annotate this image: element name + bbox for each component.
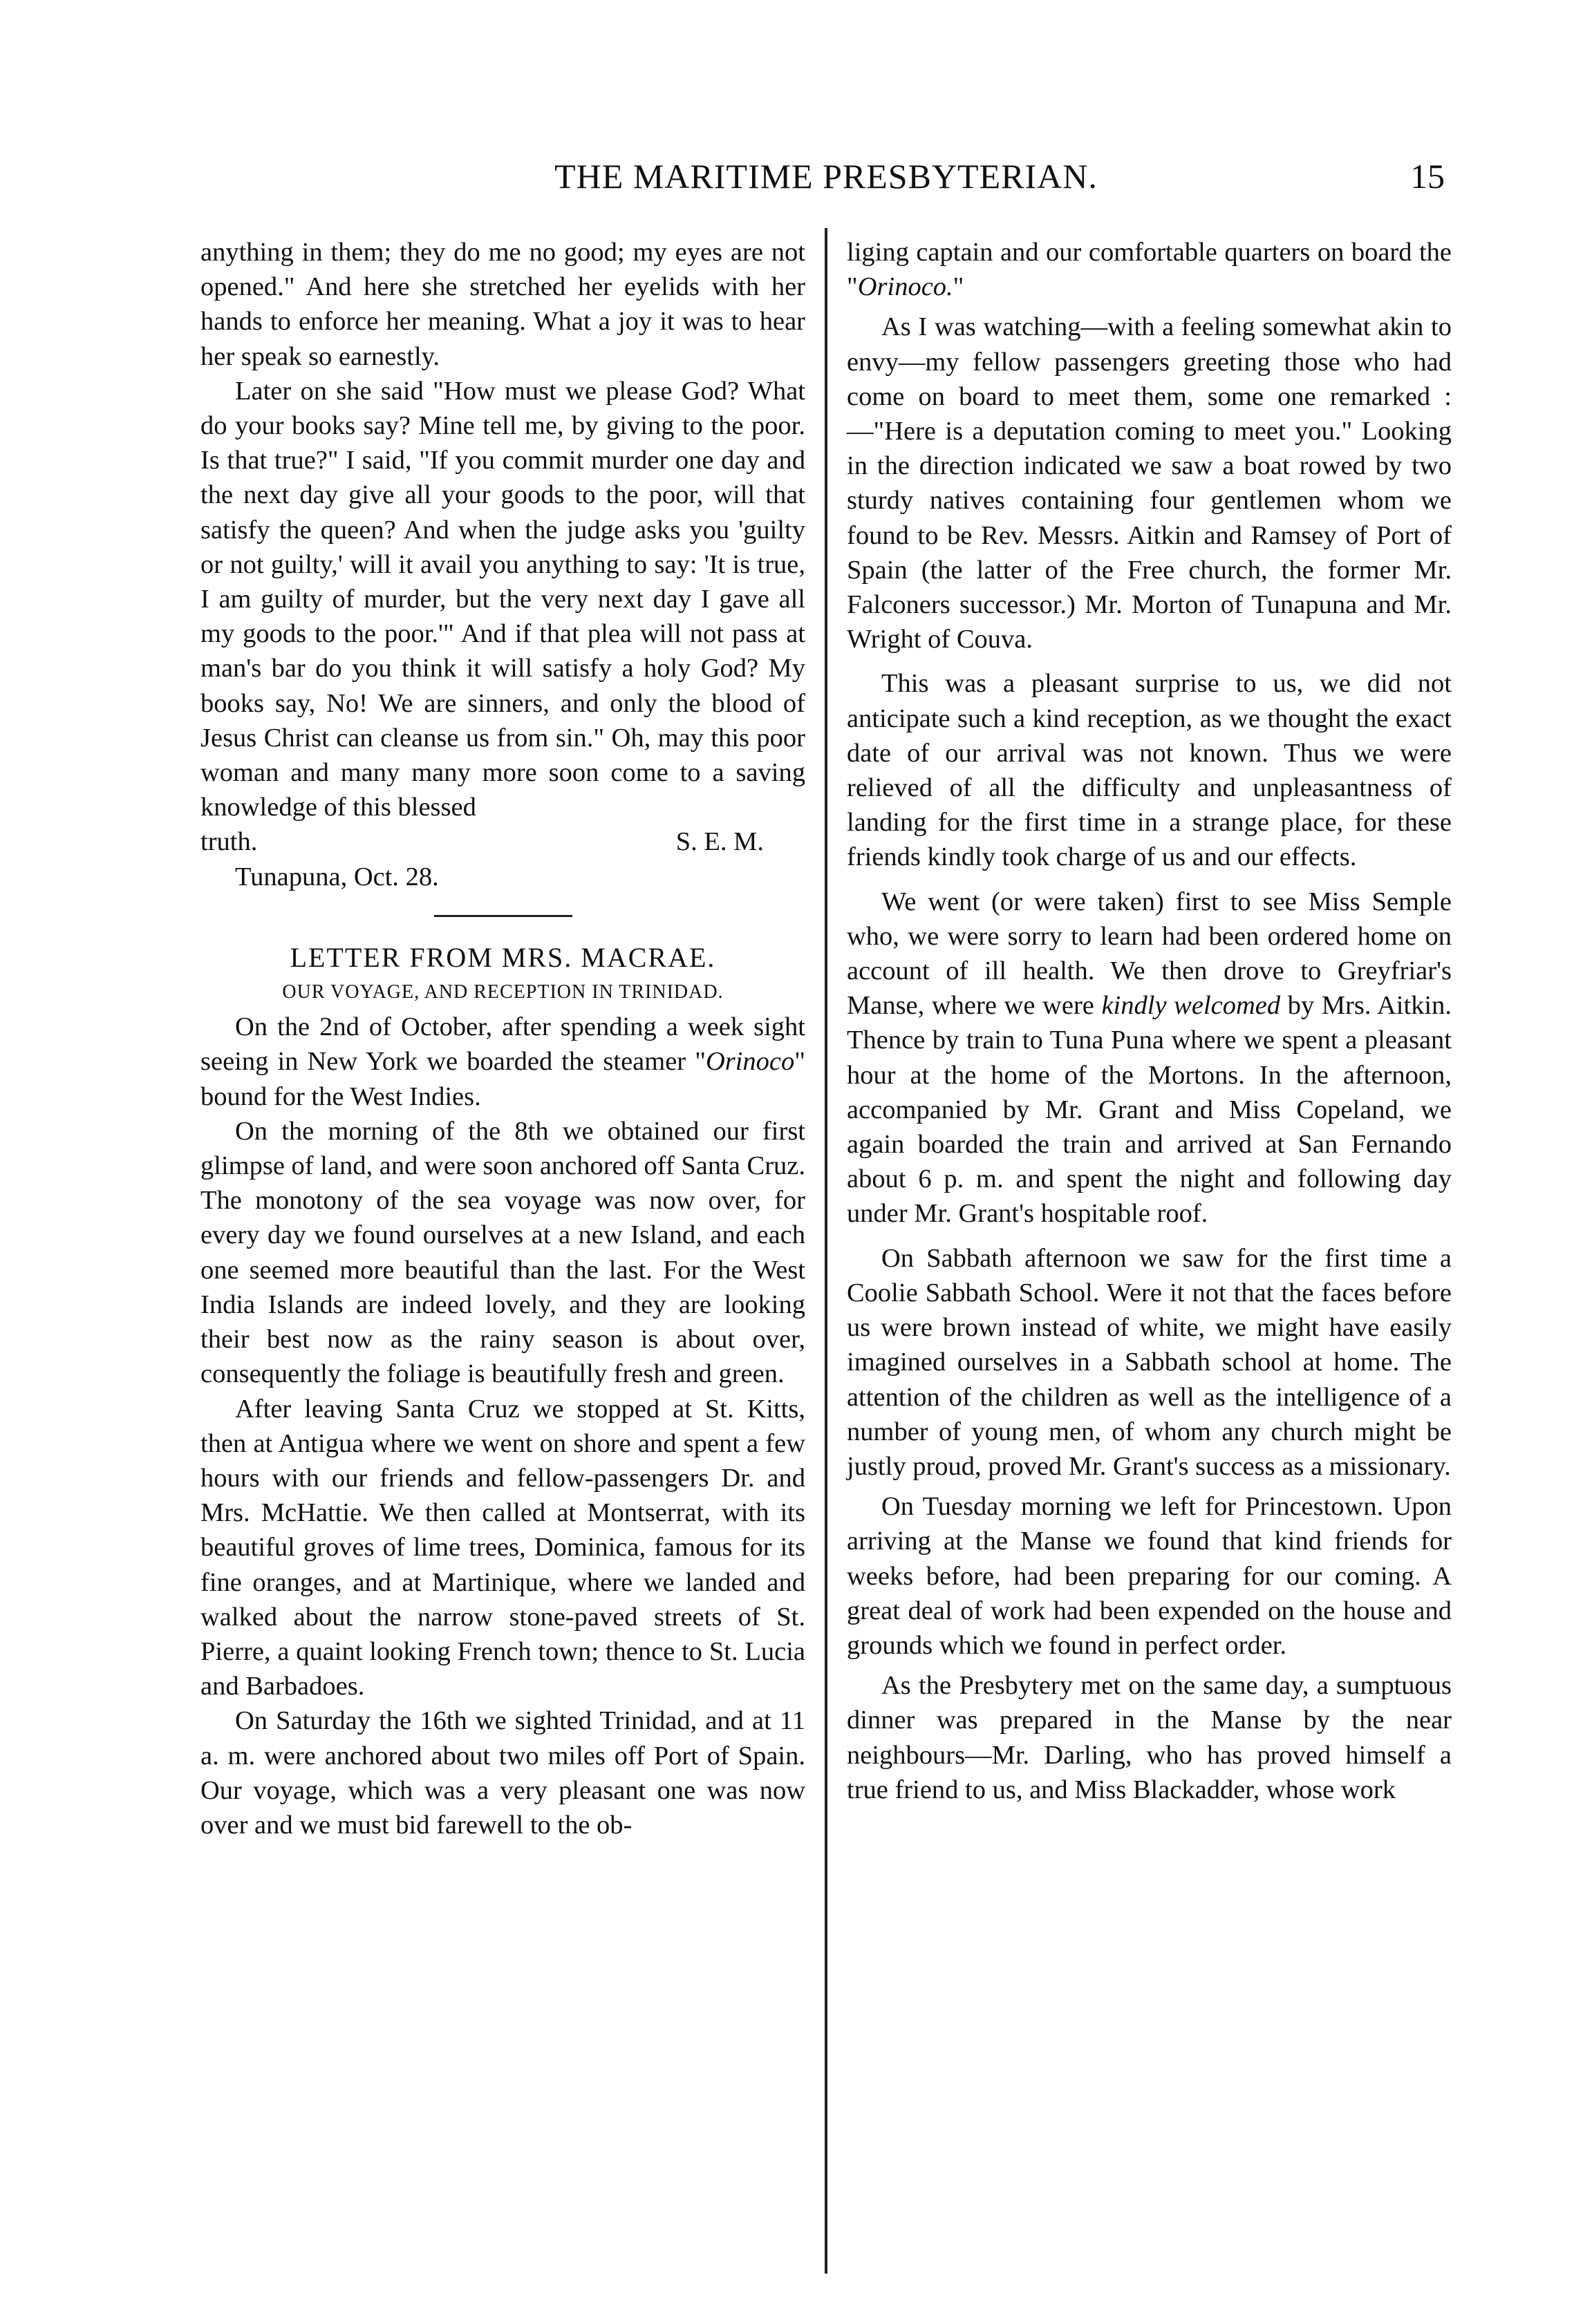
paragraph [847, 235, 1452, 304]
page-number: 15 [1410, 157, 1445, 196]
left-column [200, 235, 805, 1842]
paragraph: On the morning of the 8th we obtained our first glimpse of land, and were soon anchored off Santa Cruz. The monotony of the sea voyage was now over, for every day we found ourselves at a new Island, and each one seemed more beautiful than the last. For the West India Islands are indeed lovely, and they are looking their best now as the rainy season is about over, consequently the foliage is beautifully fresh and green. [200, 1116, 805, 1389]
paragraph [847, 885, 1452, 1231]
signoff-word: truth. [200, 827, 258, 857]
article-heading: LETTER FROM MRS. MACRAE. [290, 941, 716, 973]
paragraph: As I was watching—with a feeling somewhat akin to envy—my fellow passengers greeting those who had come on board to meet them, some one remarked :—"Here is a deputation coming to meet you." Looking in the direction indicated we saw a boat rowed by two sturdy natives containing four gentlemen whom we found to be Rev. Messrs. Aitkin and Ramsey of Port of Spain (the latter of the Free church, the former Mr. Falconers successor.) Mr. Morton of Tunapuna and Mr. Wright of Couva. [847, 312, 1452, 654]
right-column [847, 235, 1452, 1807]
paragraph: On Saturday the 16th we sighted Trinidad, and at 11 a. m. were anchored about two miles off Port of Spain. Our voyage, which was a very pleasant one was now over and we must bid farewell to the ob- [200, 1706, 805, 1840]
paragraph: This was a pleasant surprise to us, we did not anticipate such a kind reception, as we thought the exact date of our arrival was not known. Thus we were relieved of all the difficulty and unpleasantness of landing for the first time in a strange place, for these friends kindly took charge of us and our effects. [847, 669, 1452, 872]
section-rule [434, 915, 572, 917]
text-run: On the 2nd of October, after spending a week sight seeing in New York we boarded the steamer " [200, 1012, 805, 1077]
ship-name: Orinoco. [857, 272, 953, 302]
text-run: " bound for the West Indies. [200, 1047, 805, 1111]
paragraph: anything in them; they do me no good; my eyes are not opened." And here she stretched her eyelids with her hands to enforce her meaning. What a joy it was to hear her speak so earnestly. [200, 238, 805, 371]
signature: S. E. M. [675, 827, 764, 857]
paragraph: After leaving Santa Cruz we stopped at St. Kitts, then at Antigua where we went on shore and spent a few hours with our friends and fellow-passengers Dr. and Mrs. McHattie. We then called at Montserrat, with its beautiful groves of lime trees, Dominica, famous for its fine oranges, and at Martinique, where we landed and walked about the narrow stone-paved streets of St. Pierre, a quaint looking French town; thence to St. Lucia and Barbadoes. [200, 1394, 805, 1701]
text-run: " [953, 272, 964, 302]
article-subheading: OUR VOYAGE, AND RECEPTION IN TRINIDAD. [282, 981, 724, 1003]
column-divider [825, 228, 827, 2274]
text-run: We went (or were taken) first to see Miss Semple who, we were sorry to learn had been ordered home on account of ill health. We then drove to Greyfriar's Manse, where we were [847, 887, 1452, 1021]
paragraph [200, 1010, 805, 1114]
paragraph: On Sabbath afternoon we saw for the first time a Coolie Sabbath School. Were it not that the faces before us were brown instead of white, we might have easily imagined ourselves in a Sabbath school at home. The attention of the children as well as the intelligence of a number of young men, of whom any church might be justly proud, proved Mr. Grant's success as a missionary. [847, 1243, 1452, 1481]
running-title: THE MARITIME PRESBYTERIAN. [554, 157, 1098, 196]
paragraph: On Tuesday morning we left for Princestown. Upon arriving at the Manse we found that kind friends for weeks before, had been preparing for our coming. A great deal of work had been expended on the house and grounds which we found in perfect order. [847, 1492, 1452, 1660]
paragraph: As the Presbytery met on the same day, a sumptuous dinner was prepared in the Manse by the near neighbours—Mr. Darling, who has proved himself a true friend to us, and Miss Blackadder, whose work [847, 1671, 1452, 1804]
text-run: by Mrs. Aitkin. Thence by train to Tuna Puna where we spent a pleasant hour at the home of the Mortons. In the afternoon, accompanied by Mr. Grant and Miss Copeland, we again boarded the train and arrived at San Fernando about 6 p. m. and spent the night and following day under Mr. Grant's hospitable roof. [847, 991, 1452, 1229]
text-run: liging captain and our comfortable quarters on board the " [847, 238, 1452, 302]
signoff-line [200, 824, 805, 859]
emphasis: kindly welcomed [1101, 991, 1281, 1021]
page-header [207, 149, 1445, 198]
paragraph: Later on she said "How must we please God? What do your books say? Mine tell me, by giving to the poor. Is that true?" I said, "If you commit murder one day and the next day give all your goods to the poor, will that satisfy the queen? And when the judge asks you 'guilty or not guilty,' will it avail you anything to say: 'It is true, I am guilty of murder, but the very next day I gave all my goods to the poor.'" And if that plea will not pass at man's bar do you think it will satisfy a holy God? My books say, No! We are sinners, and only the blood of Jesus Christ can cleanse us from sin." Oh, may this poor woman and many many more soon come to a saving knowledge of this blessed [200, 376, 805, 822]
ship-name: Orinoco [705, 1047, 795, 1077]
place-date: Tunapuna, Oct. 28. [235, 862, 439, 891]
